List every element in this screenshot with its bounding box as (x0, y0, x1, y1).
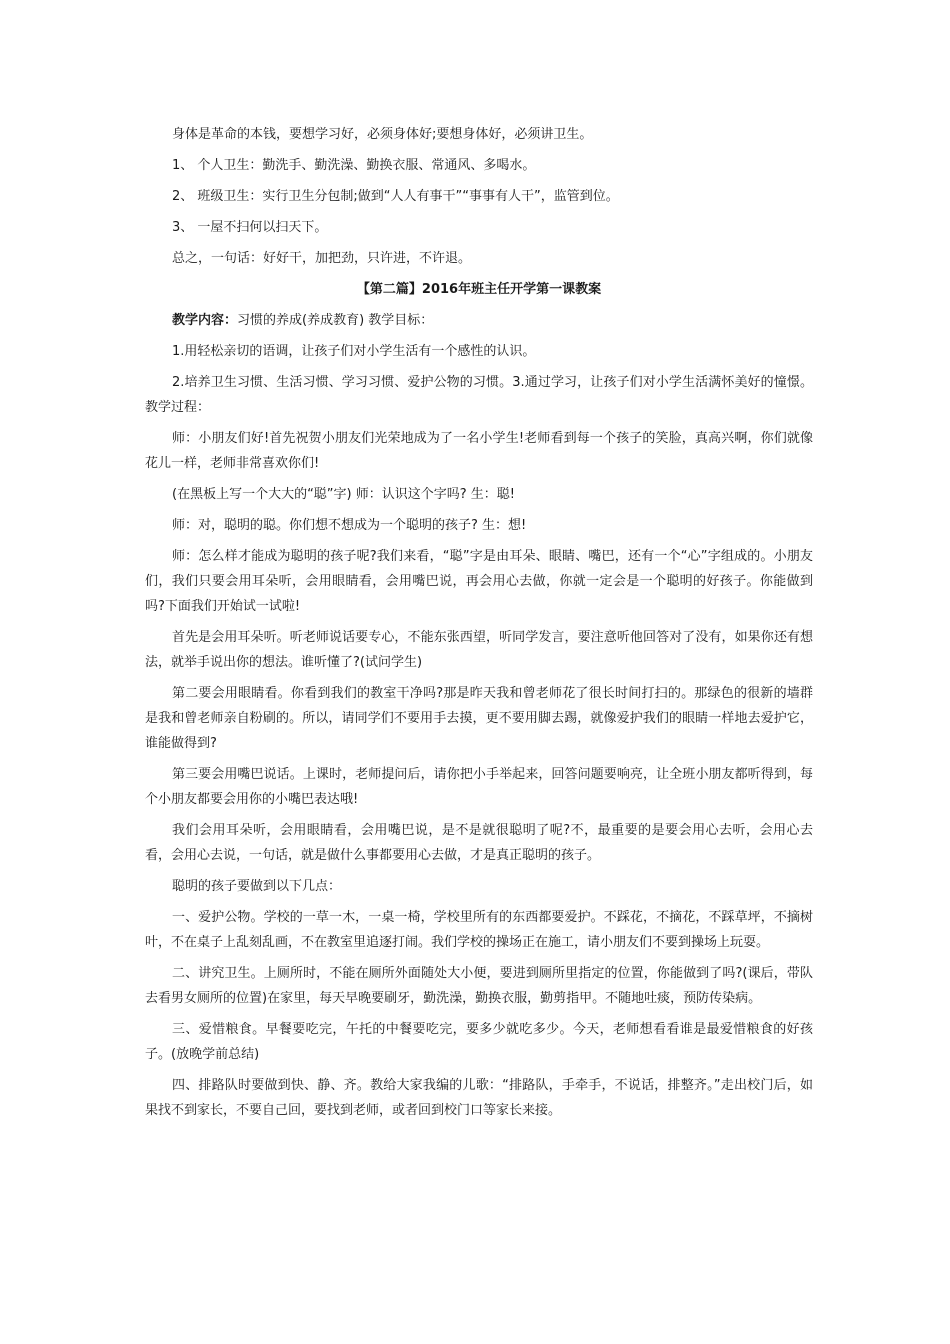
paragraph-greeting: 师：小朋友们好!首先祝贺小朋友们光荣地成为了一名小学生!老师看到每一个孩子的笑脸，真高兴啊，你们就像花儿一样，老师非常喜欢你们! (145, 431, 813, 471)
paragraph-point-1: 一、爱护公物。学校的一草一木，一桌一椅，学校里所有的东西都要爱护。不踩花，不摘花，不踩草坪，不摘树叶，不在桌子上乱刻乱画，不在教室里追逐打闹。我们学校的操场正在施工，请小朋友们不要到操场上玩耍。 (145, 910, 813, 950)
paragraph-sweep-house: 3、 一屋不扫何以扫天下。 (172, 220, 328, 235)
paragraph-health-intro: 身体是革命的本钱，要想学习好，必须身体好;要想身体好，必须讲卫生。 (172, 127, 593, 142)
paragraph-how-smart: 师：怎么样才能成为聪明的孩子呢?我们来看，“聪”字是由耳朵、眼睛、嘴巴，还有一个“心”字组成的。小朋友们，我们只要会用耳朵听，会用眼睛看，会用嘴巴说，再会用心去做，你就一定会是一个聪明的好孩子。你能做到吗?下面我们开始试一试啦! (145, 549, 813, 614)
teaching-content-label: 教学内容： (172, 313, 238, 328)
paragraph-personal-hygiene: 1、 个人卫生：勤洗手、勤洗澡、勤换衣服、常通风、多喝水。 (172, 158, 536, 173)
paragraph-point-3: 三、爱惜粮食。早餐要吃完，午托的中餐要吃完，要多少就吃多少。今天，老师想看看谁是最爱惜粮食的好孩子。(放晚学前总结) (145, 1022, 813, 1062)
paragraph-heart: 我们会用耳朵听，会用眼睛看，会用嘴巴说，是不是就很聪明了呢?不，最重要的是要会用心去听，会用心去看，会用心去说，一句话，就是做什么事都要用心去做，才是真正聪明的孩子。 (145, 823, 813, 863)
paragraph-goal-1: 1.用轻松亲切的语调，让孩子们对小学生活有一个感性的认识。 (172, 344, 536, 359)
paragraph-points-intro: 聪明的孩子要做到以下几点： (172, 879, 342, 894)
paragraph-class-hygiene: 2、 班级卫生：实行卫生分包制;做到“人人有事干”“事事有人干”，监管到位。 (172, 189, 619, 204)
teaching-content-text: 习惯的养成(养成教育) 教学目标： (237, 313, 434, 328)
paragraph-speak: 第三要会用嘴巴说话。上课时，老师提问后，请你把小手举起来，回答问题要响亮，让全班小朋友都听得到，每个小朋友都要会用你的小嘴巴表达哦! (145, 767, 813, 807)
paragraph-write-cong: (在黑板上写一个大大的“聪”字) 师：认识这个字吗? 生：聪! (172, 487, 515, 502)
paragraph-look: 第二要会用眼睛看。你看到我们的教室干净吗?那是昨天我和曾老师花了很长时间打扫的。那绿色的很新的墙群是我和曾老师亲自粉刷的。所以，请同学们不要用手去摸，更不要用脚去踢，就像爱护我们的眼睛一样地去爱护它，谁能做得到? (145, 686, 813, 751)
section-heading: 【第二篇】2016年班主任开学第一课教案 (356, 282, 602, 297)
paragraph-listen: 首先是会用耳朵听。听老师说话要专心，不能东张西望，听同学发言，要注意听他回答对了没有，如果你还有想法，就举手说出你的想法。谁听懂了?(试问学生) (145, 630, 813, 670)
paragraph-point-2: 二、讲究卫生。上厕所时，不能在厕所外面随处大小便，要进到厕所里指定的位置，你能做到了吗?(课后，带队去看男女厕所的位置)在家里，每天早晚要刷牙，勤洗澡，勤换衣服，勤剪指甲。不随地吐痰，预防传染病。 (145, 966, 813, 1006)
paragraph-summary: 总之，一句话：好好干，加把劲，只许进，不许退。 (172, 251, 472, 266)
paragraph-smart-cong: 师：对，聪明的聪。你们想不想成为一个聪明的孩子? 生：想! (172, 518, 527, 533)
paragraph-point-4: 四、排路队时要做到快、静、齐。教给大家我编的儿歌：“排路队，手牵手，不说话，排整齐。”走出校门后，如果找不到家长，不要自己回，要找到老师，或者回到校门口等家长来接。 (145, 1078, 813, 1118)
paragraph-goal-2-3: 2.培养卫生习惯、生活习惯、学习习惯、爱护公物的习惯。3.通过学习，让孩子们对小学生活满怀美好的憧憬。 教学过程： (145, 375, 813, 415)
document-page (145, 122, 813, 1129)
paragraph-teaching-content (145, 308, 813, 333)
